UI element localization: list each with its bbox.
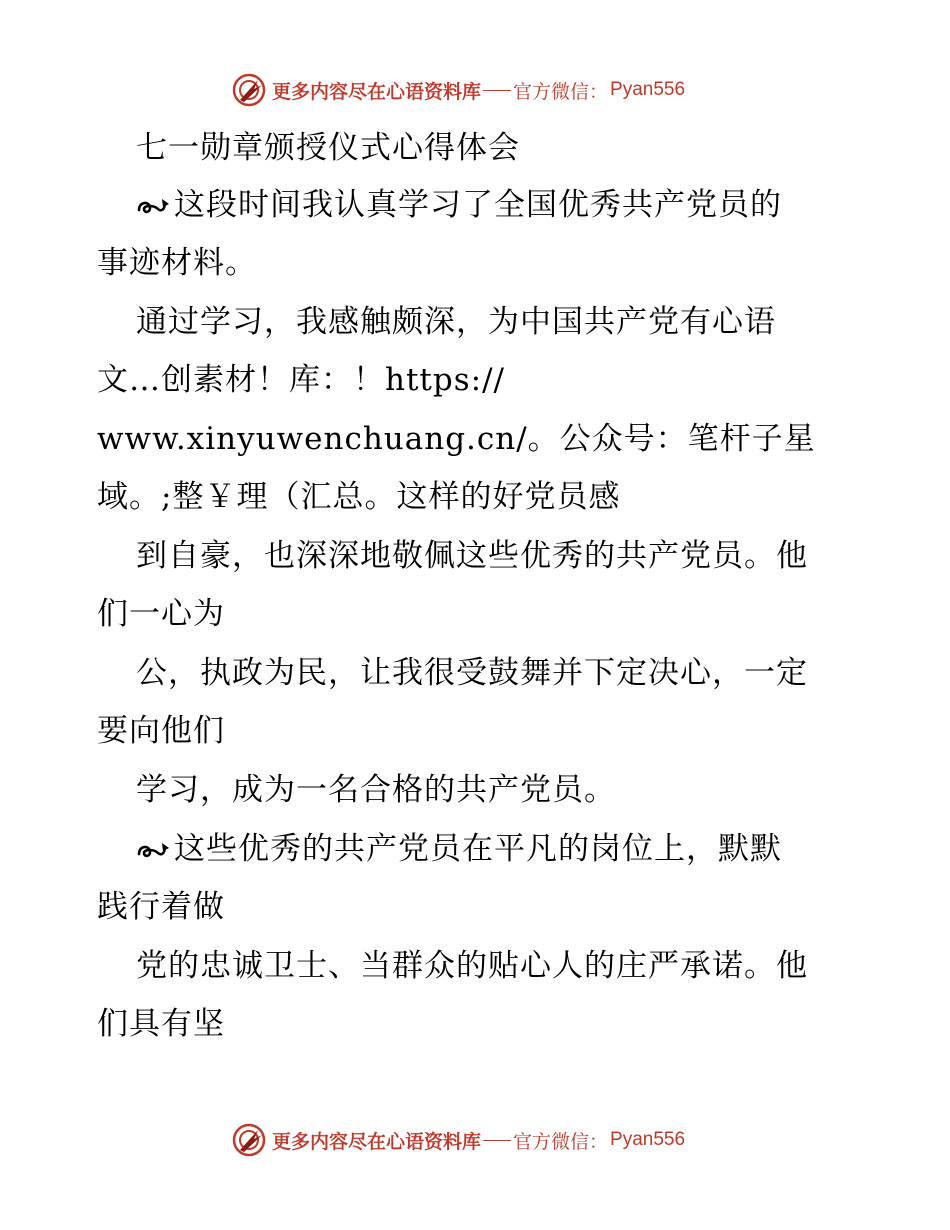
wechat-label: 官方微信： xyxy=(513,1130,609,1153)
paragraph-line: 党的忠诚卫士、当群众的贴心人的庄严承诺。他 xyxy=(136,948,808,984)
paragraph-text: 这些优秀的共产党员在平凡的岗位上，默默 xyxy=(174,831,782,867)
header-banner xyxy=(232,70,752,110)
paragraph-line: 公，执政为民，让我很受鼓舞并下定决心，一定 xyxy=(136,655,808,691)
paragraph-line: 践行着做 xyxy=(97,889,225,925)
paragraph-line: 事迹材料。 xyxy=(97,245,257,281)
paragraph-line: www.xinyuwenchuang.cn/。公众号：笔杆子星 xyxy=(97,421,816,457)
paragraph-line: 域。;整￥理（汇总。这样的好党员感 xyxy=(97,479,621,515)
banner-separator xyxy=(483,90,511,91)
paragraph-line: 文…创素材！库：！https:// xyxy=(97,362,505,398)
wechat-label: 官方微信： xyxy=(513,80,609,103)
banner-separator xyxy=(483,1140,511,1141)
quill-logo-icon xyxy=(232,73,266,107)
paragraph-line: 们具有坚 xyxy=(97,1006,225,1042)
curl-bullet-icon xyxy=(136,195,174,217)
paragraph-line xyxy=(136,185,782,225)
paragraph-line: 通过学习，我感触颇深，为中国共产党有心语 xyxy=(136,304,776,340)
paragraph-line: 学习，成为一名合格的共产党员。 xyxy=(136,772,616,808)
paragraph-line: 们一心为 xyxy=(97,596,225,632)
wechat-id: Pyan556 xyxy=(610,1129,686,1150)
paragraph-line: 到自豪，也深深地敬佩这些优秀的共产党员。他 xyxy=(136,538,808,574)
curl-bullet-icon xyxy=(136,839,174,861)
paragraph-line: 要向他们 xyxy=(97,713,225,749)
wechat-id: Pyan556 xyxy=(610,79,686,100)
paragraph-text: 这段时间我认真学习了全国优秀共产党员的 xyxy=(174,187,782,223)
banner-text: 更多内容尽在心语资料库 xyxy=(272,1130,482,1153)
page-title: 七一勋章颁授仪式心得体会 xyxy=(136,130,520,166)
quill-logo-icon xyxy=(232,1123,266,1157)
footer-banner xyxy=(232,1120,752,1160)
banner-text: 更多内容尽在心语资料库 xyxy=(272,80,482,103)
paragraph-line xyxy=(136,829,782,869)
